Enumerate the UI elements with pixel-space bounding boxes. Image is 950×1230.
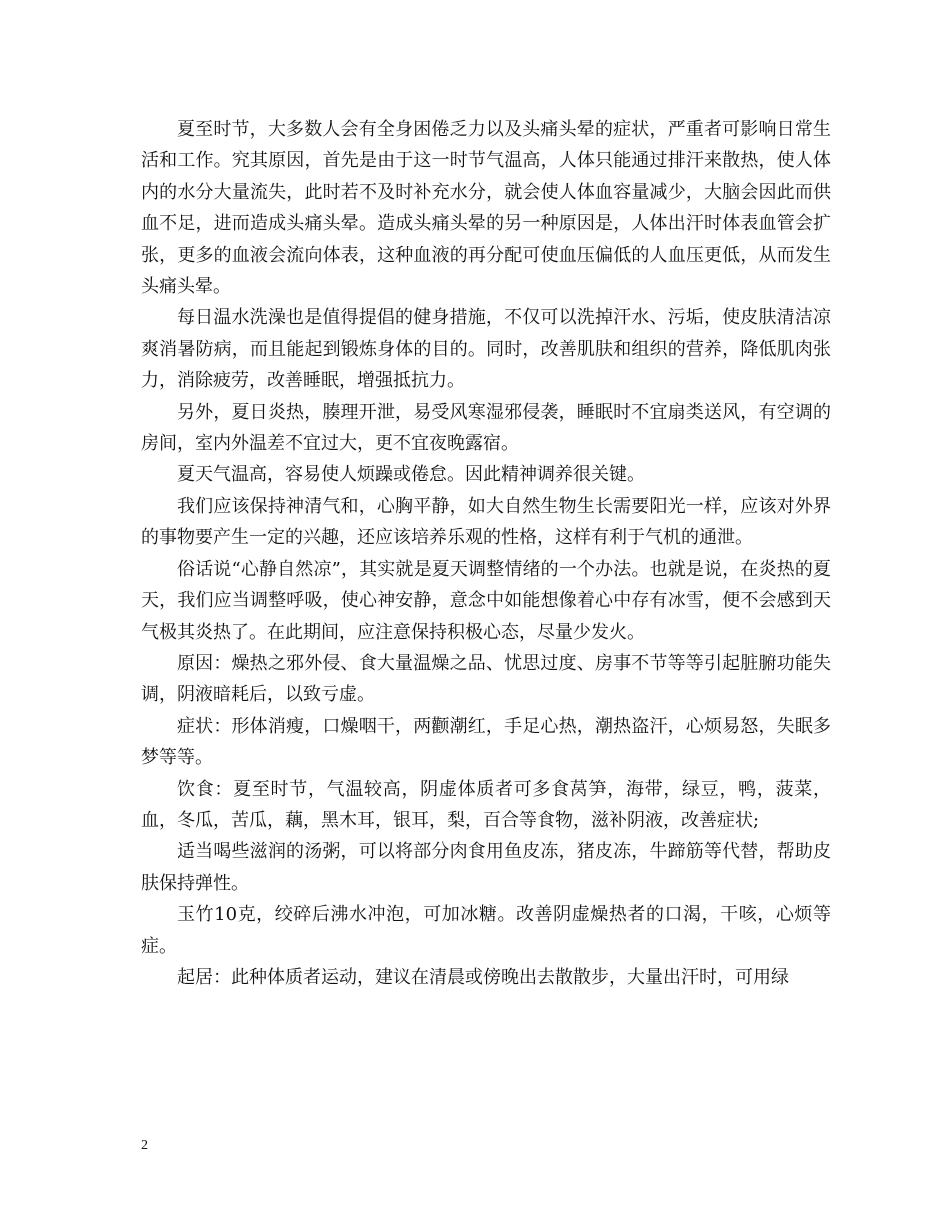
body-text [141,114,831,993]
paragraph: 每日温水洗澡也是值得提倡的健身措施，不仅可以洗掉汗水、污垢，使皮肤清洁凉爽消暑防病，而且能起到锻炼身体的目的。同时，改善肌肤和组织的营养，降低肌肉张力，消除疲劳，改善睡眠，增强抵抗力。 [141,307,831,392]
paragraph: 俗话说“心静自然凉”，其实就是夏天调整情绪的一个办法。也就是说，在炎热的夏天，我们应当调整呼吸，使心神安静，意念中如能想像着心中存有冰雪，便不会感到天气极其炎热了。在此期间，应注意保持积极心态，尽量少发火。 [141,558,831,643]
paragraph: 适当喝些滋润的汤粥，可以将部分肉食用鱼皮冻，猪皮冻，牛蹄筋等代替，帮助皮肤保持弹性。 [141,841,831,894]
page-number: 2 [141,1138,148,1153]
paragraph: 夏至时节，大多数人会有全身困倦乏力以及头痛头晕的症状，严重者可影响日常生活和工作。究其原因，首先是由于这一时节气温高，人体只能通过排汗来散热，使人体内的水分大量流失，此时若不及时补充水分，就会使人体血容量减少，大脑会因此而供血不足，进而造成头痛头晕。造成头痛头晕的另一种原因是，人体出汗时体表血管会扩张，更多的血液会流向体表，这种血液的再分配可使血压偏低的人血压更低，从而发生头痛头晕。 [141,119,831,298]
paragraph: 起居：此种体质者运动，建议在清晨或傍晚出去散散步，大量出汗时，可用绿 [177,966,789,988]
paragraph: 夏天气温高，容易使人烦躁或倦怠。因此精神调养很关键。 [177,464,645,486]
paragraph: 玉竹10克，绞碎后沸水冲泡，可加冰糖。改善阴虚燥热者的口渴，干咳，心烦等症。 [141,904,831,957]
paragraph: 另外，夏日炎热，腠理开泄，易受风寒湿邪侵袭，睡眠时不宜扇类送风，有空调的房间，室内外温差不宜过大，更不宜夜晚露宿。 [141,401,831,455]
paragraph: 症状：形体消瘦，口燥咽干，两颧潮红，手足心热，潮热盗汗，心烦易怒，失眠多梦等等。 [141,715,831,769]
paragraph: 饮食：夏至时节，气温较高，阴虚体质者可多食莴笋，海带，绿豆，鸭，菠菜，血，冬瓜，苦瓜，藕，黑木耳，银耳，梨，百合等食物，滋补阴液，改善症状; [141,778,831,831]
paragraph: 我们应该保持神清气和，心胸平静，如大自然生物生长需要阳光一样，应该对外界的事物要产生一定的兴趣，还应该培养乐观的性格，这样有利于气机的通泄。 [141,495,831,549]
paragraph: 原因：燥热之邪外侵、食大量温燥之品、忧思过度、房事不节等等引起脏腑功能失调，阴液暗耗后，以致亏虚。 [141,652,831,706]
